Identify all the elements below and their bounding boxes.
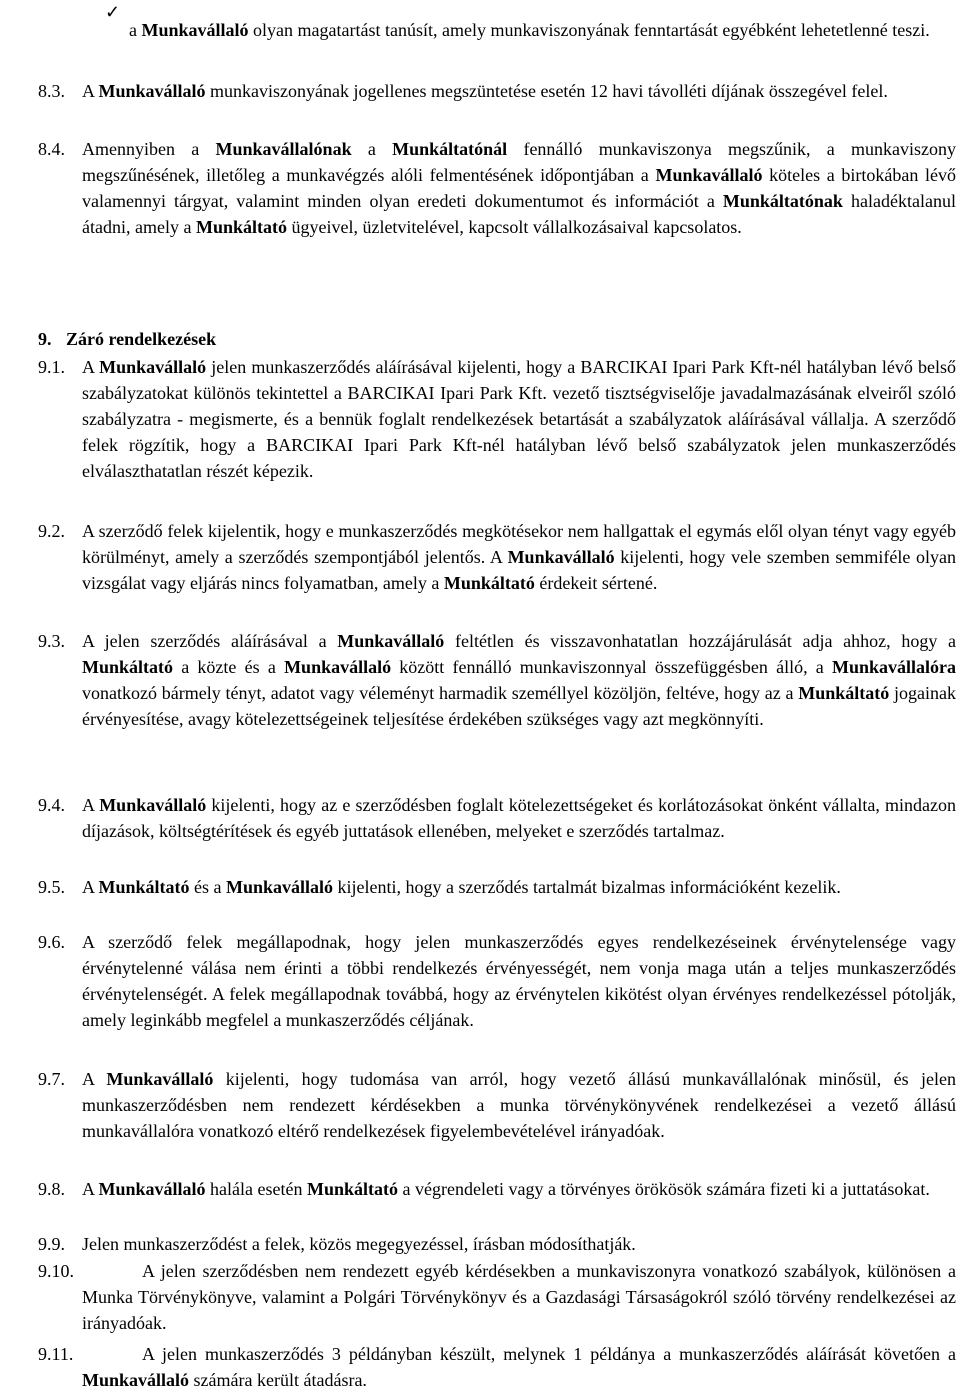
text-run: A xyxy=(82,1179,99,1199)
section-text xyxy=(0,793,956,845)
heading-text: Záró rendelkezések xyxy=(66,329,217,349)
text-run: Amennyiben a xyxy=(82,139,216,159)
text-run: a xyxy=(129,20,142,40)
text-run: a xyxy=(351,139,393,159)
text-run: A jelen munkaszerződés 3 példányban készült, melynek 1 példánya a munkaszerződés aláírását követően a xyxy=(142,1344,956,1364)
text-run: köteles a birtokában lévő valamennyi tárgyat, valamint minden olyan eredeti dokumentumot és információt a xyxy=(82,164,956,211)
text-run: között fennálló munkaviszonnyal összefüggésben álló, a xyxy=(391,656,832,677)
bullet-item xyxy=(105,0,956,62)
section-s94 xyxy=(0,793,956,845)
text-run: A szerződő felek kijelentik, hogy e munkaszerződés megkötésekor nem hallgattak el egymás elől olyan tényt vagy egyéb körülményt, amely a szerződés szempontjából jelentős. A xyxy=(82,521,956,567)
text-run: A xyxy=(82,877,99,897)
checkmark-icon: ✓ xyxy=(105,2,121,22)
bold-term: Munkavállaló xyxy=(98,81,206,101)
section-number: 9.1. xyxy=(38,357,65,377)
text-run: vonatkozó bármely tényt, adatot vagy véleményt harmadik személlyel közöljön, feltéve, hogy az a xyxy=(82,682,799,703)
text-run: A xyxy=(82,357,100,377)
bold-term: Munkáltató xyxy=(443,572,535,593)
bold-term: Munkavállaló xyxy=(99,795,207,815)
bold-term: Munkavállaló xyxy=(106,1069,214,1089)
text-run: kijelenti, hogy az e szerződésben foglalt kötelezettségeket és korlátozásokat önként vállalta, mindazon díjazások, költségtérítések és egyéb juttatások ellenében, melyeket e szerződés tartalmaz. xyxy=(82,795,956,841)
section-number: 9.3. xyxy=(38,631,65,651)
section-text xyxy=(0,1259,956,1337)
text-run: Jelen munkaszerződést a felek, közös megegyezéssel, írásban módosíthatják. xyxy=(82,1234,636,1254)
text-run: A jelen szerződésben nem rendezett egyéb kérdésekben a munkaviszonyra vonatkozó szabályok, különösen a Munka Törvénykönyve, valamint a Polgári Törvénykönyv és a Gazdasági Társaságokról szóló törvény rendelkezései az irányadóak. xyxy=(82,1261,956,1333)
section-number: 8.3. xyxy=(38,81,65,101)
section-s99 xyxy=(0,1232,956,1258)
bold-term: Munkáltató xyxy=(98,877,190,897)
text-run: a közte és a xyxy=(173,656,285,677)
section-text xyxy=(0,930,956,1034)
section-number: 8.4. xyxy=(38,139,65,159)
text-run: A xyxy=(82,795,100,815)
text-run: érdekeit sértené. xyxy=(534,572,658,593)
text-run: jogainak érvényesítése, avagy kötelezettségeinek teljesítése érdekében szükséges vagy azt megkönnyíti. xyxy=(82,682,956,729)
text-run: A xyxy=(82,81,99,101)
bold-term: Munkáltatónak xyxy=(722,190,843,211)
bold-term: Munkavállaló xyxy=(655,164,763,185)
text-run: jelen munkaszerződés aláírásával kijelenti, hogy a BARCIKAI Ipari Park Kft-nél hatályban lévő belső szabályzatokat különös tekintettel a BARCIKAI Ipari Park Kft. vezető tisztségviselője javadalmazásának elveiről szóló szabályzatra - megismerte, és a bennük foglalt rendelkezések betartását a szabályzatok aláírásával vállalja. A szerződő felek rögzítik, hogy a BARCIKAI Ipari Park Kft-nél hatályban lévő belső szabályzatok jelen munkaszerződés elválaszthatatlan részét képezik. xyxy=(82,357,957,481)
section-text xyxy=(0,519,956,597)
section-number: 9.5. xyxy=(38,877,65,897)
bold-term: Munkavállalónak xyxy=(215,139,352,159)
section-s911 xyxy=(0,1342,956,1394)
section-number: 9.7. xyxy=(38,1069,65,1089)
text-run: és a xyxy=(189,877,227,897)
section-heading xyxy=(38,327,216,353)
bold-term: Munkavállaló xyxy=(284,656,392,677)
text-run: halála esetén xyxy=(205,1179,307,1199)
text-run: fennálló munkaviszonya megszűnik, a munkaviszony megszűnésének, illetőleg a munkavégzés alóli felmentésének időpontjában a xyxy=(82,139,956,185)
section-number: 9.11. xyxy=(38,1344,74,1364)
section-text xyxy=(0,629,956,733)
heading-number: 9. xyxy=(38,329,52,349)
section-text xyxy=(0,1067,956,1145)
bold-term: Munkáltató xyxy=(798,682,890,703)
section-s92 xyxy=(0,519,956,597)
text-run: A xyxy=(82,1069,107,1089)
bold-term: Munkáltató xyxy=(307,1179,399,1199)
text-run: kijelenti, hogy vele szemben semmiféle olyan vizsgálat vagy eljárás nincs folyamatban, amely a xyxy=(82,546,956,593)
section-text xyxy=(0,1177,956,1203)
bold-term: Munkavállalóra xyxy=(832,656,957,677)
section-text xyxy=(0,79,956,105)
bold-term: Munkáltató xyxy=(82,656,174,677)
section-number: 9.8. xyxy=(38,1179,65,1199)
section-number: 9.10. xyxy=(38,1261,74,1281)
section-s98 xyxy=(0,1177,956,1203)
text-run: feltétlen és visszavonhatatlan hozzájárulását adja ahhoz, hogy a xyxy=(444,631,956,651)
bold-term: Munkáltató xyxy=(195,216,287,237)
section-s91 xyxy=(0,355,956,485)
bold-term: Munkáltatónál xyxy=(392,139,508,159)
bold-term: Munkavállaló xyxy=(226,877,334,897)
section-number: 9.2. xyxy=(38,521,65,541)
text-run: a végrendeleti vagy a törvényes örökösök számára fizeti ki a juttatásokat. xyxy=(398,1179,930,1199)
text-run: számára került átadásra. xyxy=(189,1369,367,1390)
section-number: 9.9. xyxy=(38,1234,65,1254)
bold-term: Munkavállaló xyxy=(98,1179,206,1199)
section-text xyxy=(0,1342,956,1394)
section-s97 xyxy=(0,1067,956,1145)
section-text xyxy=(0,875,956,901)
section-number: 9.4. xyxy=(38,795,65,815)
section-s95 xyxy=(0,875,956,901)
text-run: A szerződő felek megállapodnak, hogy jelen munkaszerződés egyes rendelkezéseinek érvénytelensége vagy érvénytelenné válása nem érinti a többi rendelkezés érvényességét, nem vonja maga után a teljes munkaszerződés érvénytelenségét. A felek megállapodnak továbbá, hogy az érvénytelen kikötést olyan érvényes rendelkezéssel pótolják, amely leginkább megfelel a munkaszerződés céljának. xyxy=(82,932,956,1030)
bold-term: Munkavállaló xyxy=(337,631,445,651)
text-run: haladéktalanul átadni, amely a xyxy=(82,190,956,237)
section-s83 xyxy=(0,79,956,105)
section-s84 xyxy=(0,137,956,241)
text-run: A jelen szerződés aláírásával a xyxy=(82,631,338,651)
bold-term: Munkavállaló xyxy=(141,20,249,40)
bullet-text xyxy=(129,18,956,44)
text-run: kijelenti, hogy tudomása van arról, hogy vezető állású munkavállalónak minősül, és jelen munkaszerződésben nem rendezett kérdésekben a munka törvénykönyvének rendelkezései a vezető állású munkavállalóra vonatkozó eltérő rendelkezések figyelembevételével irányadóak. xyxy=(82,1069,956,1141)
section-s93 xyxy=(0,629,956,733)
text-run: kijelenti, hogy a szerződés tartalmát bizalmas információként kezelik. xyxy=(333,877,841,897)
text-run: ügyeivel, üzletvitelével, kapcsolt vállalkozásaival kapcsolatos. xyxy=(286,216,742,237)
section-s96 xyxy=(0,930,956,1034)
section-s910 xyxy=(0,1259,956,1337)
text-run: munkaviszonyának jogellenes megszüntetése esetén 12 havi távolléti díjának összegével felel. xyxy=(205,81,888,101)
bold-term: Munkavállaló xyxy=(507,546,615,567)
section-number: 9.6. xyxy=(38,932,65,952)
section-text xyxy=(0,1232,956,1258)
section-text xyxy=(0,355,956,485)
section-text xyxy=(0,137,956,241)
bold-term: Munkavállaló xyxy=(82,1369,190,1390)
bold-term: Munkavállaló xyxy=(99,357,207,377)
text-run: olyan magatartást tanúsít, amely munkaviszonyának fenntartását egyébként lehetetlenné teszi. xyxy=(248,20,930,40)
